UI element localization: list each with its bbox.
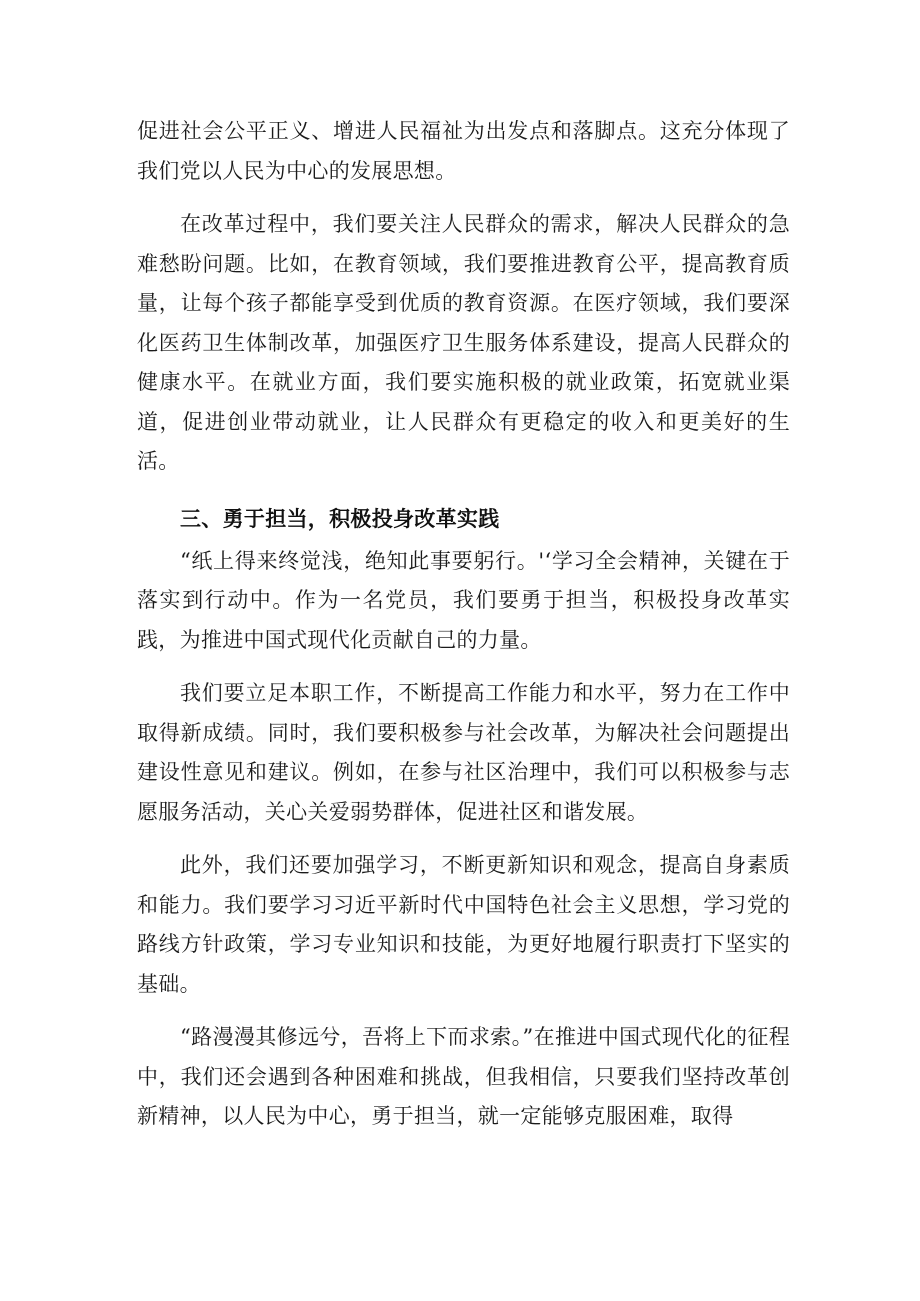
paragraph-reform-needs: 在改革过程中，我们要关注人民群众的需求，解决人民群众的急难愁盼问题。比如，在教育领域，我们要推进教育公平，提高教育质量，让每个孩子都能享受到优质的教育资源。在医疗领域，我们要深化医药卫生体制改革，加强医疗卫生服务体系建设，提高人民群众的健康水平。在就业方面，我们要实施积极的就业政策，拓宽就业渠道，促进创业带动就业，让人民群众有更稳定的收入和更美好的生活。 xyxy=(137,212,790,473)
paragraph-job-duties: 我们要立足本职工作，不断提高工作能力和水平，努力在工作中取得新成绩。同时，我们要积极参与社会改革，为解决社会问题提出建设性意见和建议。例如，在参与社区治理中，我们可以积极参与志愿服务活动，关心关爱弱势群体，促进社区和谐发展。 xyxy=(137,681,790,824)
paragraph-study: 此外，我们还要加强学习，不断更新知识和观念，提高自身素质和能力。我们要学习习近平新时代中国特色社会主义思想，学习党的路线方针政策，学习专业知识和技能，为更好地履行职责打下坚实的基础。 xyxy=(137,853,790,996)
paragraph-practice-quote: “纸上得来终觉浅，绝知此事要躬行。'‘学习全会精神，关键在于落实到行动中。作为一名党员，我们要勇于担当，积极投身改革实践，为推进中国式现代化贡献自己的力量。 xyxy=(137,548,790,652)
paragraph-conclusion: “路漫漫其修远兮，吾将上下而求索。”在推进中国式现代化的征程中，我们还会遇到各种困难和挑战，但我相信，只要我们坚持改革创新精神，以人民为中心，勇于担当，就一定能够克服困难，取得 xyxy=(137,1025,790,1128)
document-body xyxy=(137,112,790,1137)
paragraph-continuation: 促进社会公平正义、增进人民福祉为出发点和落脚点。这充分体现了我们党以人民为中心的发展思想。 xyxy=(137,119,790,183)
section-heading: 三、勇于担当，积极投身改革实践 xyxy=(180,506,500,531)
